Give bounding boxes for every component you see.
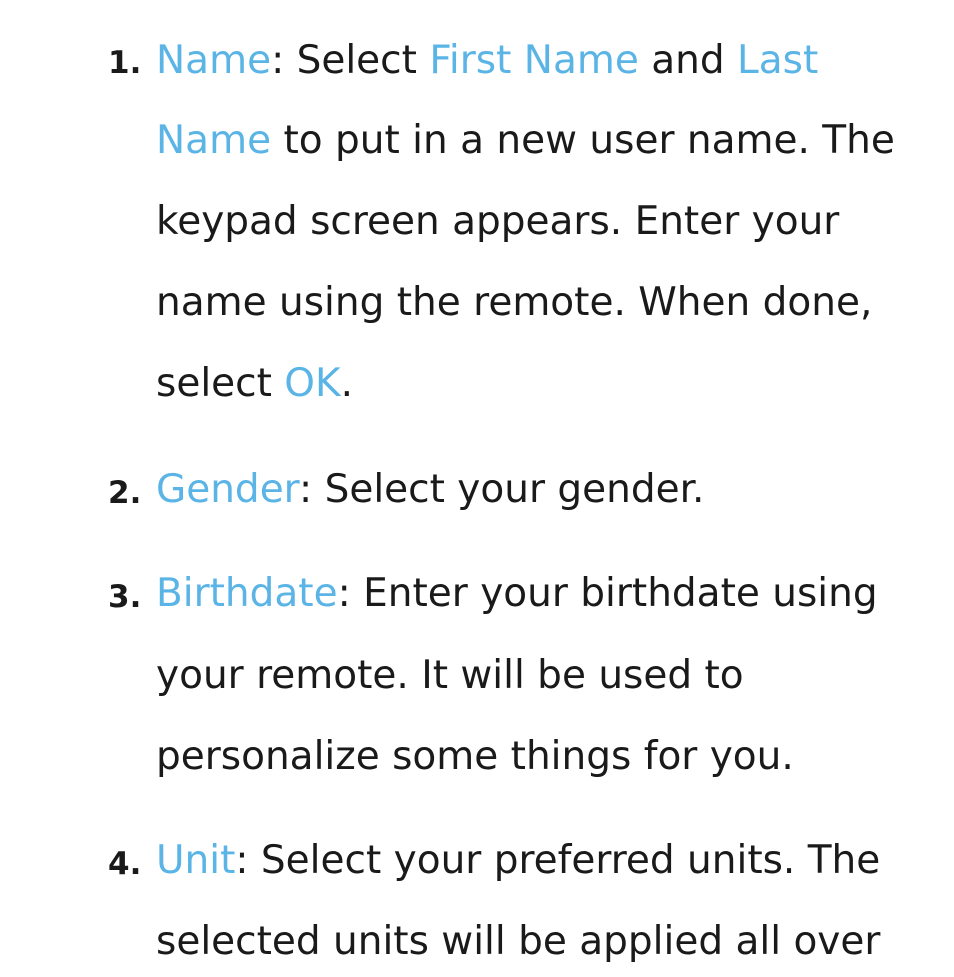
step-text-line — [156, 838, 880, 884]
text-segment: : Select your gender. — [299, 467, 705, 512]
text-segment: : Select your preferred units. The — [235, 838, 881, 883]
step-text-line — [156, 199, 839, 245]
menu-term: Gender — [156, 467, 300, 512]
menu-term: First Name — [429, 38, 639, 83]
text-segment: . — [340, 361, 353, 406]
step-number: 1. — [108, 45, 142, 81]
menu-term: Last — [737, 38, 819, 83]
menu-term: Name — [156, 118, 272, 163]
step-text-line — [156, 280, 872, 326]
text-segment: selected units will be applied all over — [156, 919, 881, 964]
step-number: 3. — [108, 579, 142, 615]
step-number: 4. — [108, 846, 142, 882]
text-segment: and — [638, 38, 738, 83]
text-segment: to put in a new user name. The — [271, 118, 895, 163]
step-text-line — [156, 571, 878, 617]
step-text-line — [156, 118, 895, 164]
step-text-line — [156, 361, 353, 407]
step-text-line — [156, 734, 794, 780]
step-text-line — [156, 467, 704, 513]
text-segment: personalize some things for you. — [156, 734, 794, 779]
menu-term: Unit — [156, 838, 236, 883]
text-segment: : Select — [271, 38, 430, 83]
step-text-line — [156, 919, 880, 965]
step-text-line — [156, 653, 744, 699]
text-segment: : Enter your birthdate using — [337, 571, 878, 616]
text-segment: name using the remote. When done, — [156, 280, 873, 325]
menu-term: OK — [284, 361, 341, 406]
menu-term: Name — [156, 38, 272, 83]
text-segment: keypad screen appears. Enter your — [156, 199, 840, 244]
text-segment: your remote. It will be used to — [156, 653, 744, 698]
text-segment: select — [156, 361, 285, 406]
step-text-line — [156, 38, 818, 84]
menu-term: Birthdate — [156, 571, 338, 616]
step-number: 2. — [108, 475, 142, 511]
